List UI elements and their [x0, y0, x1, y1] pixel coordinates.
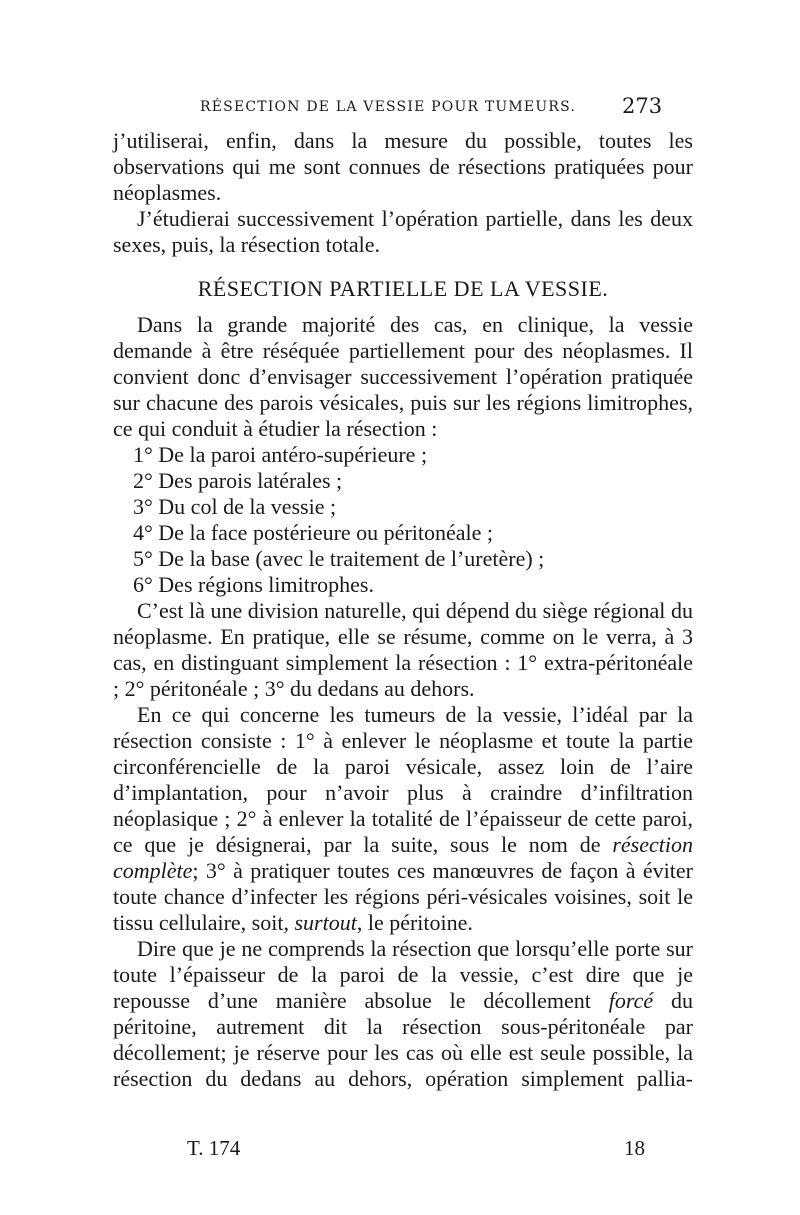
list-item: 6° Des régions limitrophes.	[133, 572, 374, 597]
paragraph-dire	[113, 936, 693, 1092]
text-run: Dire que je ne comprends la résection que lorsqu’elle porte sur toute l’épaisseur de la paroi de la vessie, c’est dire que je repousse d’une manière absolue le décollement	[113, 936, 693, 1013]
text-run: du péritoine, autrement dit la résection sous-péritonéale par décollement; je réserve pour les cas où elle est seule possible, la résection du dedans au dehors, opération simplement pallia-	[113, 988, 693, 1091]
list-item: 1° De la paroi antéro-supérieure ;	[133, 442, 428, 467]
paragraph-division: C’est là une division naturelle, qui dépend du siège régional du néoplasme. En pratique, elle se résume, comme on le verra, à 3 cas, en distinguant simplement la résection : 1° extra-péritonéale ; 2° péritonéale ; 3° du dedans au dehors.	[113, 598, 693, 701]
text-run: , le péritoine.	[356, 910, 473, 935]
list-item: 5° De la base (avec le traitement de l’uretère) ;	[133, 546, 545, 571]
list-item: 2° Des parois latérales ;	[133, 468, 343, 493]
body-text	[113, 128, 693, 1092]
enumerated-list	[113, 442, 693, 598]
list-item: 3° Du col de la vessie ;	[133, 494, 337, 519]
running-title: RÉSECTION DE LA VESSIE POUR TUMEURS.	[200, 99, 577, 115]
paragraph-ideal	[113, 702, 693, 936]
paragraph-continuation: j’utiliserai, enfin, dans la mesure du possible, toutes les observations qui me sont connues de résections pratiquées pour néoplasmes.	[113, 128, 693, 205]
section-heading: RÉSECTION PARTIELLE DE LA VESSIE.	[197, 276, 609, 301]
emphasis: résection complète	[113, 832, 693, 883]
list-item: 4° De la face postérieure ou péritonéale ;	[133, 520, 494, 545]
paragraph-intro: Dans la grande majorité des cas, en clinique, la vessie demande à être réséquée partiellement pour des néoplasmes. Il convient donc d’envisager successivement l’opération pratiquée sur chacune des parois vésicales, puis sur les régions limitrophes, ce qui conduit à étudier la résection :	[113, 312, 693, 441]
emphasis: forcé	[608, 988, 654, 1013]
text-run: En ce qui concerne les tumeurs de la vessie, l’idéal par la résection consiste : 1° à enlever le néoplasme et toute la partie circonférencielle de la paroi vésicale, assez loin de l’aire d’implantation, pour n’avoir plus à craindre d’infiltration néoplasique ; 2° à enlever la totalité de l’épaisseur de cette paroi, ce que je désignerai, par la suite, sous le nom de	[113, 702, 693, 857]
paragraph-plan: J’étudierai successivement l’opération partielle, dans les deux sexes, puis, la résection totale.	[113, 206, 693, 257]
page-number: 273	[622, 94, 663, 118]
emphasis: surtout	[294, 910, 357, 935]
sheet-number: 18	[624, 1136, 645, 1160]
signature-mark: T. 174	[187, 1136, 241, 1160]
text-run: ; 3° à pratiquer toutes ces manœuvres de façon à éviter toute chance d’infecter les régions péri-vésicales voisines, soit le tissu cellulaire, soit,	[113, 858, 693, 935]
